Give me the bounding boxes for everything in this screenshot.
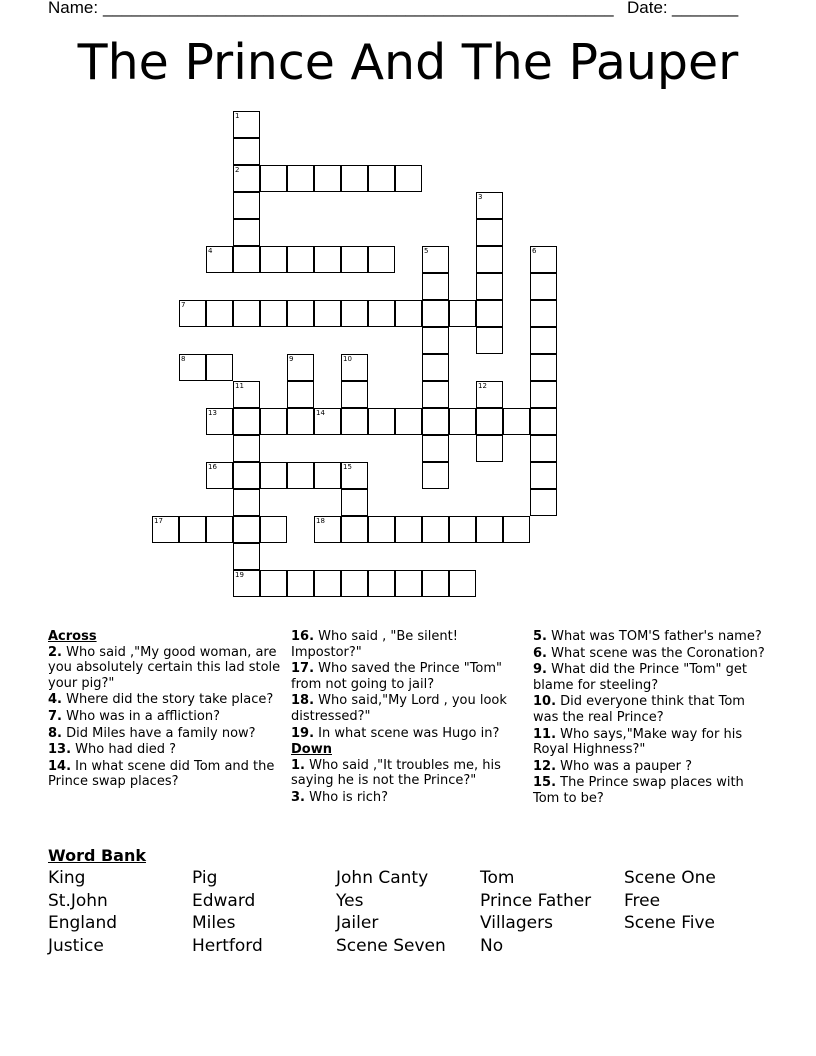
word-bank-item: Pig xyxy=(192,868,218,888)
clue-across-13: 13. Who had died ? xyxy=(48,742,177,758)
word-bank-item: John Canty xyxy=(336,868,429,888)
grid-cell[interactable] xyxy=(233,516,260,543)
grid-cell[interactable] xyxy=(341,300,368,327)
grid-cell[interactable] xyxy=(341,165,368,192)
grid-cell[interactable] xyxy=(341,354,368,381)
grid-cell[interactable] xyxy=(206,462,233,489)
grid-cell[interactable] xyxy=(233,543,260,570)
clue-down-11: 11. Who says,"Make way for his Royal Highness?" xyxy=(533,726,743,758)
clue-number: 11 xyxy=(235,382,244,390)
clue-number: 8 xyxy=(181,355,186,363)
clue-across-7: 7. Who was in a affliction? xyxy=(48,708,220,724)
grid-cell[interactable] xyxy=(233,300,260,327)
clue-number: 12 xyxy=(478,382,487,390)
clue-number: 9 xyxy=(289,355,294,363)
clue-number: 7 xyxy=(181,301,186,309)
clue-across-18: 18. Who said,"My Lord , you look distressed?" xyxy=(291,693,507,724)
grid-cell[interactable] xyxy=(449,570,476,597)
grid-cell[interactable] xyxy=(368,165,395,192)
clue-across-8: 8. Did Miles have a family now? xyxy=(48,725,256,741)
grid-cell[interactable] xyxy=(314,165,341,192)
grid-cell[interactable] xyxy=(476,381,503,408)
word-bank-item: Jailer xyxy=(336,913,379,933)
clue-number: 14 xyxy=(316,409,325,417)
grid-cell[interactable] xyxy=(260,300,287,327)
word-bank-item: No xyxy=(480,936,504,956)
clue-number: 16 xyxy=(208,463,217,471)
grid-cell[interactable] xyxy=(341,246,368,273)
grid-cell[interactable] xyxy=(395,300,422,327)
clue-across-4: 4. Where did the story take place? xyxy=(48,692,274,708)
clue-down-9: 9. What did the Prince "Tom" get blame for steeling? xyxy=(533,662,748,693)
grid-cell[interactable] xyxy=(314,516,341,543)
grid-cell[interactable] xyxy=(503,516,530,543)
word-bank-item: St.John xyxy=(48,891,108,911)
word-bank-item: Villagers xyxy=(480,913,553,933)
across-heading: Across xyxy=(48,629,97,644)
clue-number: 13 xyxy=(208,409,217,417)
clue-number: 17 xyxy=(154,517,163,525)
grid-cell[interactable] xyxy=(260,462,287,489)
word-bank-item: Hertford xyxy=(192,936,263,956)
grid-cell[interactable] xyxy=(260,408,287,435)
grid-cell[interactable] xyxy=(206,408,233,435)
clue-number: 3 xyxy=(478,193,483,201)
grid-cell[interactable] xyxy=(206,354,233,381)
grid-cell[interactable] xyxy=(287,381,314,408)
word-bank-item: Scene Five xyxy=(624,913,716,933)
grid-cell[interactable] xyxy=(233,462,260,489)
grid-cell[interactable] xyxy=(341,408,368,435)
clue-across-17: 17. Who saved the Prince "Tom" from not going to jail? xyxy=(291,661,503,692)
grid-cell[interactable] xyxy=(233,219,260,246)
grid-cell[interactable] xyxy=(233,435,260,462)
grid-cell[interactable] xyxy=(341,462,368,489)
grid-cell[interactable] xyxy=(422,516,449,543)
clue-down-15: 15. The Prince swap places with Tom to be? xyxy=(533,775,744,806)
grid-cell[interactable] xyxy=(341,489,368,516)
grid-cell[interactable] xyxy=(179,354,206,381)
grid-cell[interactable] xyxy=(422,381,449,408)
clue-number: 5 xyxy=(424,247,429,255)
grid-cell[interactable] xyxy=(422,435,449,462)
grid-cell[interactable] xyxy=(341,570,368,597)
grid-cell[interactable] xyxy=(476,192,503,219)
clue-across-16: 16. Who said , "Be silent! Impostor?" xyxy=(291,629,458,660)
clue-column-3 xyxy=(533,629,769,808)
grid-cell[interactable] xyxy=(476,273,503,300)
grid-cell[interactable] xyxy=(530,462,557,489)
grid-cell[interactable] xyxy=(233,246,260,273)
grid-cell[interactable] xyxy=(476,435,503,462)
grid-cell[interactable] xyxy=(314,246,341,273)
grid-cell[interactable] xyxy=(422,273,449,300)
word-bank-item: Miles xyxy=(192,913,236,933)
grid-cell[interactable] xyxy=(395,165,422,192)
grid-cell[interactable] xyxy=(287,165,314,192)
clue-number: 10 xyxy=(343,355,352,363)
down-heading: Down xyxy=(291,742,332,758)
clue-down-6: 6. What scene was the Coronation? xyxy=(533,645,765,661)
grid-cell[interactable] xyxy=(476,408,503,435)
clue-number: 15 xyxy=(343,463,352,471)
grid-cell[interactable] xyxy=(314,462,341,489)
word-bank-item: Edward xyxy=(192,891,256,911)
grid-cell[interactable] xyxy=(530,489,557,516)
grid-cell[interactable] xyxy=(422,354,449,381)
name-field[interactable]: ______________________________________________________ xyxy=(103,0,614,17)
name-label: Name: xyxy=(48,0,99,17)
clue-number: 6 xyxy=(532,247,537,255)
grid-cell[interactable] xyxy=(314,570,341,597)
word-bank-item: Tom xyxy=(480,868,515,888)
grid-cell[interactable] xyxy=(233,489,260,516)
word-bank-item: England xyxy=(48,913,118,933)
grid-cell[interactable] xyxy=(476,327,503,354)
clue-down-10: 10. Did everyone think that Tom was the real Prince? xyxy=(533,694,745,725)
word-bank-item: Free xyxy=(624,891,661,911)
clue-down-3: 3. Who is rich? xyxy=(291,789,389,805)
grid-cell[interactable] xyxy=(476,246,503,273)
grid-cell[interactable] xyxy=(206,300,233,327)
grid-cell[interactable] xyxy=(395,516,422,543)
grid-cell[interactable] xyxy=(422,246,449,273)
grid-cell[interactable] xyxy=(368,570,395,597)
grid-cell[interactable] xyxy=(368,516,395,543)
grid-cell[interactable] xyxy=(368,408,395,435)
grid-cell[interactable] xyxy=(503,408,530,435)
grid-cell[interactable] xyxy=(530,381,557,408)
grid-cell[interactable] xyxy=(314,408,341,435)
grid-cell[interactable] xyxy=(260,246,287,273)
clue-number: 1 xyxy=(235,112,240,120)
grid-cell[interactable] xyxy=(233,138,260,165)
word-bank-item: Scene One xyxy=(624,868,716,888)
clue-down-12: 12. Who was a pauper ? xyxy=(533,758,693,774)
grid-cell[interactable] xyxy=(314,300,341,327)
grid-cell[interactable] xyxy=(287,462,314,489)
grid-cell[interactable] xyxy=(395,408,422,435)
clue-down-5: 5. What was TOM'S father's name? xyxy=(533,629,762,644)
grid-cell[interactable] xyxy=(449,300,476,327)
grid-cell[interactable] xyxy=(287,570,314,597)
grid-cell[interactable] xyxy=(422,300,449,327)
grid-cell[interactable] xyxy=(530,300,557,327)
clue-number: 18 xyxy=(316,517,325,525)
grid-cell[interactable] xyxy=(422,327,449,354)
grid-cell[interactable] xyxy=(449,516,476,543)
grid-cell[interactable] xyxy=(341,381,368,408)
grid-cell[interactable] xyxy=(449,408,476,435)
clue-across-19: 19. In what scene was Hugo in? xyxy=(291,725,500,741)
grid-cell[interactable] xyxy=(233,192,260,219)
clue-across-2: 2. Who said ,"My good woman, are you absolutely certain this lad stole your pig?" xyxy=(48,644,281,691)
word-bank-item: Scene Seven xyxy=(336,936,446,956)
grid-cell[interactable] xyxy=(395,570,422,597)
grid-cell[interactable] xyxy=(233,381,260,408)
word-bank-title: Word Bank xyxy=(48,846,147,865)
grid-cell[interactable] xyxy=(530,246,557,273)
grid-cell[interactable] xyxy=(233,408,260,435)
grid-cell[interactable] xyxy=(260,165,287,192)
grid-cell[interactable] xyxy=(152,516,179,543)
grid-cell[interactable] xyxy=(233,570,260,597)
date-field[interactable]: _______ xyxy=(672,0,739,17)
grid-cell[interactable] xyxy=(530,435,557,462)
clue-number: 4 xyxy=(208,247,213,255)
grid-cell[interactable] xyxy=(260,570,287,597)
date-label: Date: xyxy=(627,0,668,17)
grid-cell[interactable] xyxy=(530,354,557,381)
grid-cell[interactable] xyxy=(287,300,314,327)
grid-cell[interactable] xyxy=(530,408,557,435)
grid-cell[interactable] xyxy=(341,516,368,543)
word-bank-item: King xyxy=(48,868,86,888)
grid-cell[interactable] xyxy=(287,354,314,381)
grid-cell[interactable] xyxy=(287,246,314,273)
clue-down-1: 1. Who said ,"It troubles me, his saying he is not the Prince?" xyxy=(291,757,501,789)
grid-cell[interactable] xyxy=(476,219,503,246)
word-bank-item: Justice xyxy=(48,936,104,956)
word-bank-item: Yes xyxy=(336,891,364,911)
grid-cell[interactable] xyxy=(422,462,449,489)
clue-column-2 xyxy=(291,629,527,807)
grid-cell[interactable] xyxy=(368,300,395,327)
grid-cell[interactable] xyxy=(179,516,206,543)
grid-cell[interactable] xyxy=(476,300,503,327)
grid-cell[interactable] xyxy=(233,111,260,138)
grid-cell[interactable] xyxy=(233,165,260,192)
grid-cell[interactable] xyxy=(422,408,449,435)
grid-cell[interactable] xyxy=(287,408,314,435)
grid-cell[interactable] xyxy=(368,246,395,273)
clue-across-14: 14. In what scene did Tom and the Prince swap places? xyxy=(48,758,275,790)
grid-cell[interactable] xyxy=(206,246,233,273)
grid-cell[interactable] xyxy=(476,516,503,543)
clue-number: 2 xyxy=(235,166,240,174)
word-bank-item: Prince Father xyxy=(480,891,592,911)
clue-number: 19 xyxy=(235,571,244,579)
grid-cell[interactable] xyxy=(422,570,449,597)
page-title: The Prince And The Pauper xyxy=(77,34,739,91)
grid-cell[interactable] xyxy=(260,516,287,543)
clue-column-1 xyxy=(48,629,284,791)
grid-cell[interactable] xyxy=(179,300,206,327)
grid-cell[interactable] xyxy=(206,516,233,543)
grid-cell[interactable] xyxy=(530,327,557,354)
grid-cell[interactable] xyxy=(530,273,557,300)
